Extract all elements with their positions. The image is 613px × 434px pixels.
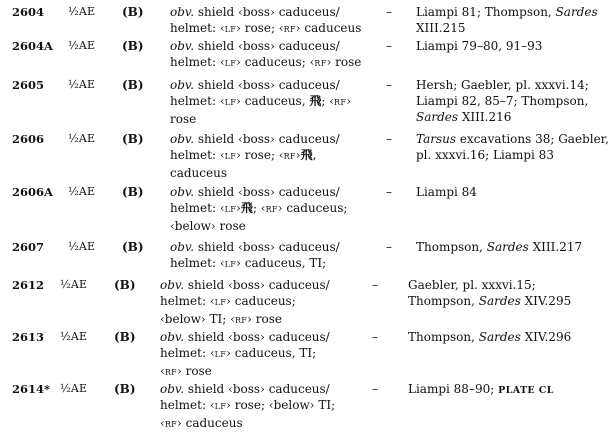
description-line: obv. shield ‹boss› caduceus/: [170, 78, 340, 92]
reference-line: pl. xxxvi.16; Liampi 83: [416, 148, 554, 162]
description-line: obv. shield ‹boss› caduceus/: [160, 330, 330, 344]
entry-references: [416, 38, 542, 54]
entry-description: [160, 329, 330, 381]
description-line: helmet: ‹LF› caduceus;: [160, 294, 296, 308]
entry-description: [160, 277, 330, 329]
entry-references: [408, 329, 571, 345]
entry-number: 2606A: [12, 185, 53, 199]
reference-line: Thompson, Sardes XIII.217: [416, 240, 583, 254]
entry-number: 2612: [12, 278, 45, 292]
entry-number: 2613: [12, 330, 45, 344]
entry-group: (B): [122, 132, 144, 146]
entry-denomination: ½AE: [60, 330, 88, 343]
entry-dash: –: [386, 132, 392, 146]
description-line: helmet: ‹LF› caduceus, TI;: [170, 256, 327, 270]
entry-group: (B): [122, 78, 144, 92]
description-line: ‹RF› caduceus: [160, 416, 243, 430]
entry-references: [408, 381, 554, 399]
entry-group: (B): [114, 278, 136, 292]
entry-description: [160, 381, 335, 433]
entry-denomination: ½AE: [68, 5, 96, 18]
entry-references: [416, 184, 477, 200]
entry-description: [170, 131, 340, 181]
description-line: obv. shield ‹boss› caduceus/: [170, 5, 340, 19]
entry-denomination: ½AE: [68, 185, 96, 198]
reference-line: Gaebler, pl. xxxvi.15;: [408, 278, 536, 292]
description-line: obv. shield ‹boss› caduceus/: [160, 382, 330, 396]
reference-line: Thompson, Sardes XIV.296: [408, 330, 572, 344]
entry-number: 2607: [12, 240, 45, 254]
entry-description: [170, 184, 347, 234]
reference-line: Liampi 84: [416, 185, 477, 199]
description-line: helmet: ‹LF› rose; ‹below› TI;: [160, 398, 336, 412]
entry-denomination: ½AE: [68, 39, 96, 52]
description-line: obv. shield ‹boss› caduceus/: [170, 39, 340, 53]
reference-line: Liampi 79–80, 91–93: [416, 39, 543, 53]
description-line: ‹RF› rose: [160, 364, 212, 378]
reference-line: Liampi 81; Thompson, Sardes: [416, 5, 598, 19]
entry-group: (B): [122, 5, 144, 19]
description-line: obv. shield ‹boss› caduceus/: [160, 278, 330, 292]
entry-denomination: ½AE: [60, 278, 88, 291]
entry-group: (B): [114, 330, 136, 344]
entry-description: [170, 38, 361, 72]
entry-number: 2606: [12, 132, 45, 146]
description-line: obv. shield ‹boss› caduceus/: [170, 132, 340, 146]
reference-line: Hersh; Gaebler, pl. xxxvi.14;: [416, 78, 589, 92]
description-line: helmet: ‹LF› caduceus, TI;: [160, 346, 317, 360]
description-line: helmet: ‹LF›⾶; ‹RF› caduceus;: [170, 201, 348, 215]
entry-dash: –: [372, 330, 378, 344]
entry-references: [416, 77, 589, 125]
description-line: ‹below› rose: [170, 219, 246, 233]
reference-line: Liampi 88–90; PLATE CL: [408, 382, 554, 396]
description-line: rose: [170, 112, 197, 126]
description-line: ‹below› TI; ‹RF› rose: [160, 312, 282, 326]
entry-references: [416, 131, 609, 163]
reference-line: Tarsus excavations 38; Gaebler,: [416, 132, 609, 146]
entry-dash: –: [372, 382, 378, 396]
entry-dash: –: [386, 240, 392, 254]
entry-denomination: ½AE: [68, 240, 96, 253]
description-line: helmet: ‹LF› caduceus, ⾶; ‹RF›: [170, 94, 352, 108]
entry-number: 2604: [12, 5, 45, 19]
reference-line: Sardes XIII.216: [416, 110, 512, 124]
entry-dash: –: [386, 185, 392, 199]
entry-references: [408, 277, 571, 309]
entry-description: [170, 77, 351, 127]
description-line: caduceus: [170, 166, 227, 180]
entry-group: (B): [122, 39, 144, 53]
entry-number: 2604A: [12, 39, 53, 53]
entry-denomination: ½AE: [68, 132, 96, 145]
entry-references: [416, 239, 582, 255]
description-line: obv. shield ‹boss› caduceus/: [170, 185, 340, 199]
entry-group: (B): [114, 382, 136, 396]
entry-description: [170, 239, 340, 273]
entry-dash: –: [386, 78, 392, 92]
reference-line: Liampi 82, 85–7; Thompson,: [416, 94, 589, 108]
description-line: helmet: ‹LF› rose; ‹RF› caduceus: [170, 21, 362, 35]
entry-number: 2614*: [12, 382, 51, 396]
entry-denomination: ½AE: [68, 78, 96, 91]
entry-dash: –: [372, 278, 378, 292]
entry-group: (B): [122, 185, 144, 199]
description-line: obv. shield ‹boss› caduceus/: [170, 240, 340, 254]
entry-dash: –: [386, 39, 392, 53]
description-line: helmet: ‹LF› rose; ‹RF›⾶,: [170, 148, 317, 162]
description-line: helmet: ‹LF› caduceus; ‹RF› rose: [170, 55, 362, 69]
entry-references: [416, 4, 598, 36]
entry-dash: –: [386, 5, 392, 19]
reference-line: XIII.215: [416, 21, 466, 35]
entry-description: [170, 4, 361, 38]
entry-number: 2605: [12, 78, 45, 92]
reference-line: Thompson, Sardes XIV.295: [408, 294, 572, 308]
entry-denomination: ½AE: [60, 382, 88, 395]
entry-group: (B): [122, 240, 144, 254]
